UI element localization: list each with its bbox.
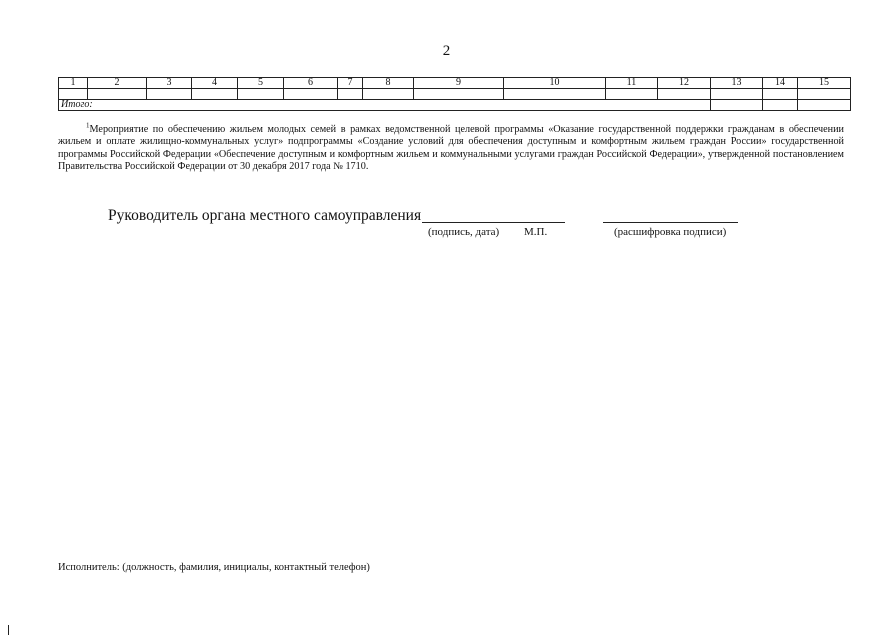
table-cell (414, 89, 504, 100)
column-header: 8 (363, 78, 414, 89)
footnote (58, 121, 844, 174)
table-cell (711, 100, 763, 111)
signature-caption: (подпись, дата) (428, 226, 500, 238)
table-cell (763, 100, 798, 111)
table-total-row (59, 100, 851, 111)
column-header: 14 (763, 78, 798, 89)
column-header: 7 (338, 78, 363, 89)
column-header: 2 (88, 78, 147, 89)
head-of-authority-label: Руководитель органа местного самоуправления (108, 207, 422, 224)
table-row (59, 89, 851, 100)
table-cell (658, 89, 711, 100)
decode-signature-line (603, 222, 738, 223)
column-header: 13 (711, 78, 763, 89)
footnote-text: Мероприятие по обеспечению жильем молодых семей в рамках ведомственной целевой программы «Оказание государственной поддержки гражданам в обеспечении жильем и оплате жилищно-коммунальных услуг» подпрограммы «Создание условий для обеспечения доступным и комфортным жильем граждан России» государственной программы Российской Федерации «Обеспечение доступным и комфортным жильем и коммунальными услугами граждан Российской Федерации», утвержденной постановлением Правительства Российской Федерации от 30 декабря 2017 года № 1710. (58, 124, 844, 173)
table-cell (363, 89, 414, 100)
table-cell (711, 89, 763, 100)
table-header-row (59, 78, 851, 89)
table-cell (284, 89, 338, 100)
table-cell (192, 89, 238, 100)
table-cell (606, 89, 658, 100)
page-number: 2 (442, 43, 451, 59)
column-header: 12 (658, 78, 711, 89)
column-header: 3 (147, 78, 192, 89)
table-cell (147, 89, 192, 100)
column-header: 11 (606, 78, 658, 89)
table-cell (338, 89, 363, 100)
data-table (58, 77, 851, 111)
table-cell (504, 89, 606, 100)
column-header: 6 (284, 78, 338, 89)
table-cell (238, 89, 284, 100)
column-header: 5 (238, 78, 284, 89)
decode-signature-caption: (расшифровка подписи) (614, 226, 727, 238)
scan-mark (8, 625, 9, 635)
table-cell (88, 89, 147, 100)
seal-caption: М.П. (524, 226, 548, 238)
table-cell (59, 89, 88, 100)
column-header: 4 (192, 78, 238, 89)
column-header: 15 (798, 78, 851, 89)
total-label: Итого: (59, 100, 711, 111)
table-cell (798, 89, 851, 100)
column-header: 10 (504, 78, 606, 89)
footnote-marker: 1 (86, 121, 90, 130)
table-cell (798, 100, 851, 111)
column-header: 9 (414, 78, 504, 89)
table-cell (763, 89, 798, 100)
column-header: 1 (59, 78, 88, 89)
signature-line (422, 222, 565, 223)
executor-label: Исполнитель: (должность, фамилия, инициалы, контактный телефон) (58, 562, 370, 573)
